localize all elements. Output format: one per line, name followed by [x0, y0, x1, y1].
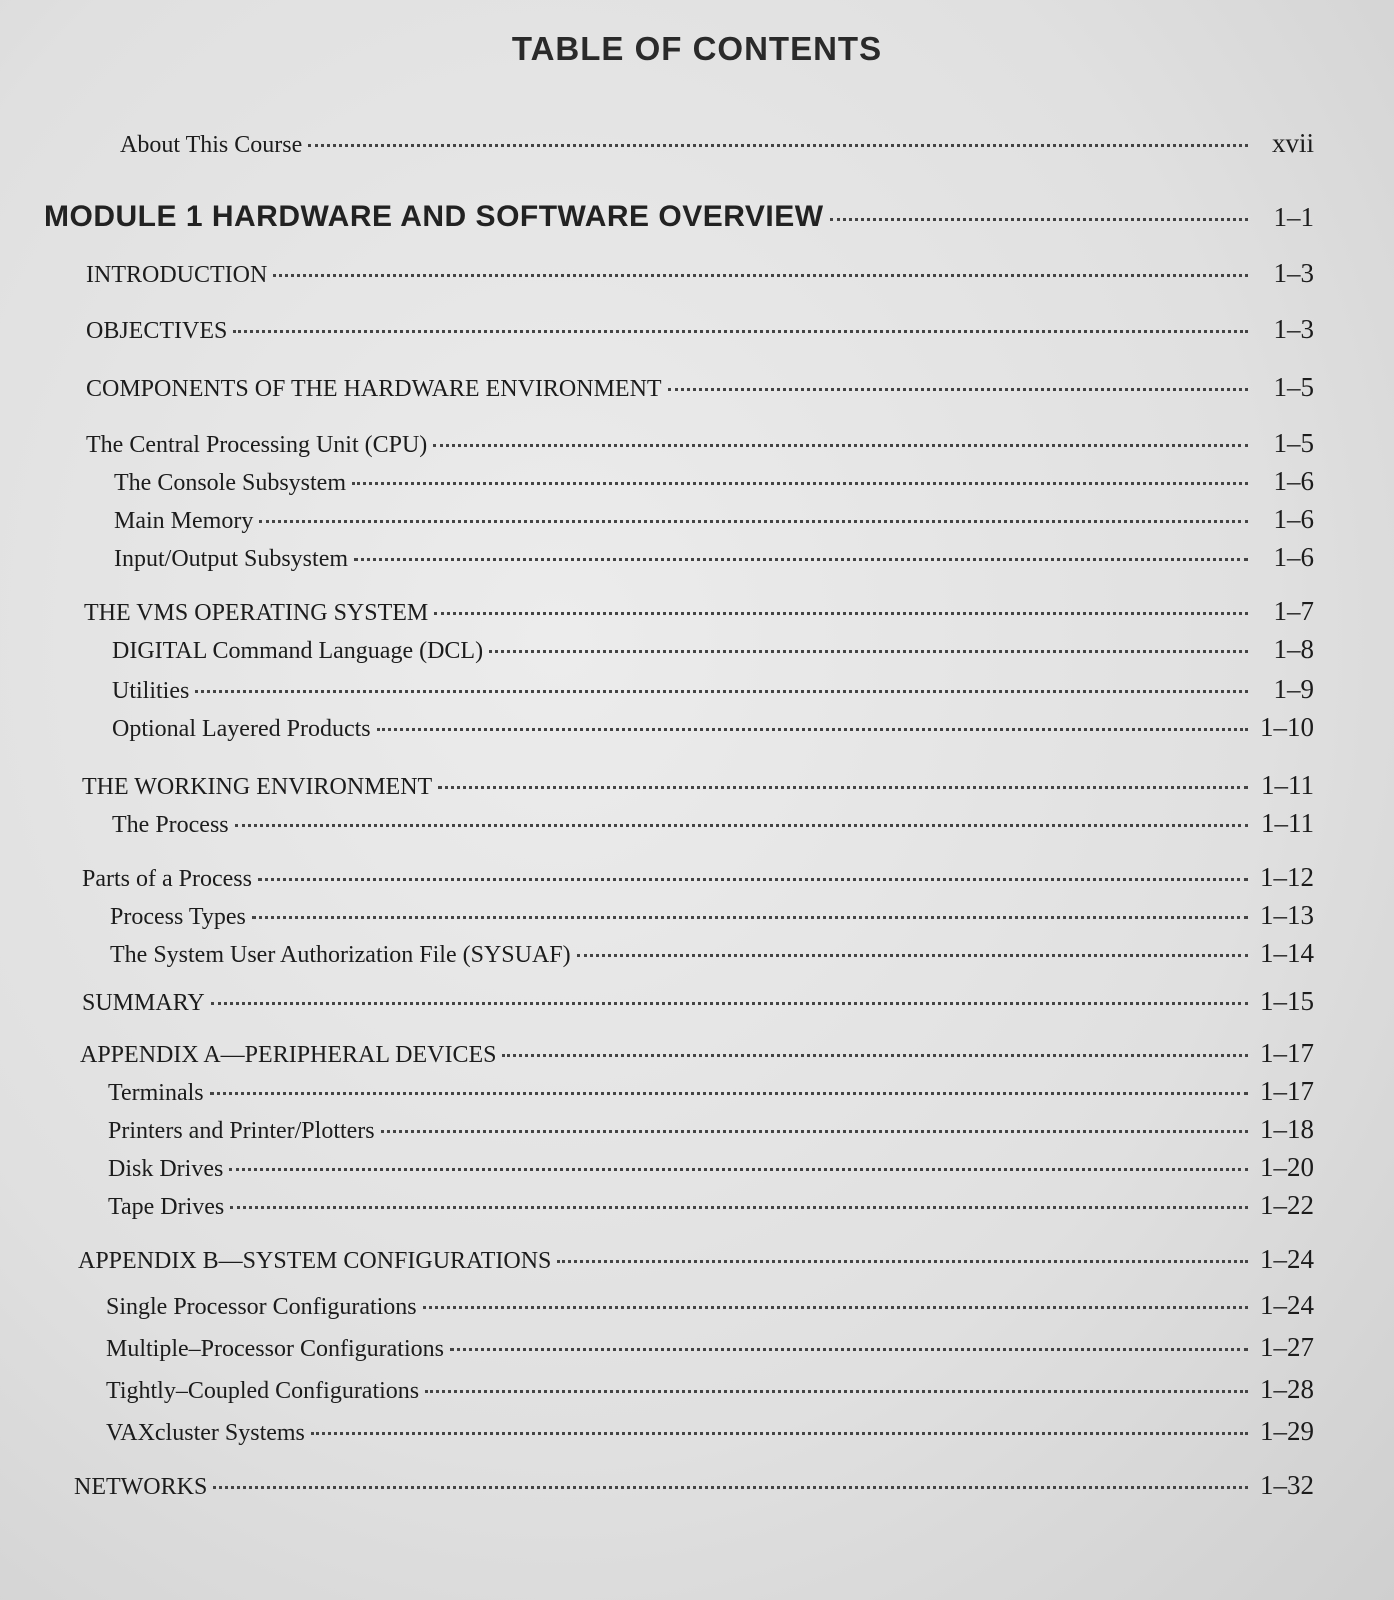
toc-entry-label: THE VMS OPERATING SYSTEM — [84, 600, 429, 626]
toc-entry-page: 1–15 — [1260, 986, 1314, 1016]
toc-entry — [82, 862, 1314, 893]
toc-entry-label: Tightly–Coupled Configurations — [106, 1378, 420, 1404]
leader-dots — [252, 916, 1248, 919]
toc-entry — [106, 1290, 1314, 1321]
leader-dots — [450, 1348, 1248, 1351]
toc-entry — [106, 1374, 1314, 1405]
leader-dots — [258, 878, 1248, 881]
toc-entry — [114, 542, 1314, 573]
toc-entry-page: 1–8 — [1273, 634, 1314, 664]
toc-entry-page: xvii — [1271, 128, 1314, 158]
toc-entry — [86, 428, 1314, 459]
toc-entry — [114, 466, 1314, 497]
leader-dots — [210, 1092, 1248, 1095]
toc-entry-label: VAXcluster Systems — [106, 1420, 305, 1446]
toc-entry-page: 1–3 — [1273, 258, 1314, 288]
leader-dots — [273, 274, 1248, 277]
toc-entry — [74, 1470, 1314, 1501]
leader-dots — [235, 824, 1248, 827]
leader-dots — [433, 444, 1248, 447]
toc-entry — [112, 808, 1314, 839]
leader-dots — [502, 1054, 1248, 1057]
leader-dots — [213, 1486, 1248, 1489]
toc-entry-page: 1–17 — [1260, 1038, 1314, 1068]
toc-entry-page: 1–20 — [1260, 1152, 1314, 1182]
toc-entry — [44, 200, 1314, 234]
toc-entry-label: The Central Processing Unit (CPU) — [86, 432, 428, 458]
toc-entry-label: APPENDIX A—PERIPHERAL DEVICES — [80, 1042, 497, 1068]
toc-entry-label: MODULE 1 HARDWARE AND SOFTWARE OVERVIEW — [44, 200, 824, 233]
toc-entry — [112, 712, 1314, 743]
toc-entry-label: Input/Output Subsystem — [114, 546, 349, 572]
toc-entry-page: 1–9 — [1273, 674, 1314, 704]
leader-dots — [830, 218, 1248, 221]
toc-entry — [106, 1332, 1314, 1363]
toc-entry-label: Disk Drives — [108, 1156, 224, 1182]
toc-entry-label: The System User Authorization File (SYSUAF) — [110, 942, 571, 968]
toc-entry-label: Multiple–Processor Configurations — [106, 1336, 444, 1362]
toc-entry-label: Single Processor Configurations — [106, 1294, 417, 1320]
toc-entry-label: Printers and Printer/Plotters — [108, 1118, 375, 1144]
toc-entry — [112, 634, 1314, 665]
leader-dots — [211, 1002, 1248, 1005]
leader-dots — [308, 144, 1248, 147]
page-title: TABLE OF CONTENTS — [511, 30, 883, 67]
leader-dots — [423, 1306, 1248, 1309]
toc-entry-page: 1–24 — [1260, 1244, 1314, 1274]
toc-entry-page: 1–7 — [1273, 596, 1314, 626]
toc-entry-label: Terminals — [108, 1080, 204, 1106]
toc-entry-page: 1–12 — [1260, 862, 1314, 892]
toc-entry-label: COMPONENTS OF THE HARDWARE ENVIRONMENT — [86, 376, 662, 402]
leader-dots — [557, 1260, 1248, 1263]
toc-entry — [84, 596, 1314, 627]
toc-entry-label: OBJECTIVES — [86, 318, 228, 344]
toc-entry — [86, 258, 1314, 289]
toc-entry — [80, 1038, 1314, 1069]
toc-entry-label: INTRODUCTION — [86, 262, 268, 288]
toc-entry — [108, 1114, 1314, 1145]
leader-dots — [230, 1206, 1248, 1209]
leader-dots — [233, 330, 1248, 333]
toc-entry — [82, 986, 1314, 1017]
toc-entry-page: 1–3 — [1273, 314, 1314, 344]
toc-entry — [106, 1416, 1314, 1447]
toc-entry-label: Utilities — [112, 678, 190, 704]
toc-entry — [108, 1076, 1314, 1107]
toc-entry-label: Process Types — [110, 904, 246, 930]
toc-entry — [86, 314, 1314, 345]
leader-dots — [259, 520, 1248, 523]
toc-entry-label: SUMMARY — [82, 990, 205, 1016]
toc-entry-page: 1–1 — [1273, 202, 1314, 232]
toc-entry — [110, 900, 1314, 931]
toc-entry-page: 1–5 — [1273, 372, 1314, 402]
toc-entry-page: 1–22 — [1260, 1190, 1314, 1220]
toc-entry-page: 1–28 — [1260, 1374, 1314, 1404]
toc-entry-page: 1–27 — [1260, 1332, 1314, 1362]
toc-entry-label: APPENDIX B—SYSTEM CONFIGURATIONS — [78, 1248, 552, 1274]
toc-entry — [108, 1152, 1314, 1183]
leader-dots — [229, 1168, 1248, 1171]
toc-entry-label: DIGITAL Command Language (DCL) — [112, 638, 484, 664]
toc-entry-page: 1–5 — [1273, 428, 1314, 458]
leader-dots — [489, 650, 1248, 653]
toc-entry-page: 1–6 — [1273, 504, 1314, 534]
toc-entry — [108, 1190, 1314, 1221]
leader-dots — [425, 1390, 1248, 1393]
toc-entry-label: About This Course — [120, 132, 303, 158]
toc-entry-page: 1–11 — [1261, 770, 1314, 800]
leader-dots — [352, 482, 1248, 485]
toc-entry — [82, 770, 1314, 801]
toc-entry-label: THE WORKING ENVIRONMENT — [82, 774, 433, 800]
toc-entry-page: 1–29 — [1260, 1416, 1314, 1446]
toc-entry-label: Optional Layered Products — [112, 716, 371, 742]
leader-dots — [311, 1432, 1248, 1435]
leader-dots — [377, 728, 1248, 731]
toc-entry-page: 1–6 — [1273, 542, 1314, 572]
toc-entry-page: 1–6 — [1273, 466, 1314, 496]
toc-entry-label: The Console Subsystem — [114, 470, 346, 496]
toc-entry — [110, 938, 1314, 969]
toc-entry-page: 1–24 — [1260, 1290, 1314, 1320]
leader-dots — [668, 388, 1248, 391]
toc-entry-label: The Process — [112, 812, 229, 838]
leader-dots — [438, 786, 1248, 789]
toc-entry-page: 1–32 — [1260, 1470, 1314, 1500]
toc-entry-page: 1–11 — [1261, 808, 1314, 838]
toc-entry-page: 1–13 — [1260, 900, 1314, 930]
leader-dots — [195, 690, 1248, 693]
toc-entry — [112, 674, 1314, 705]
toc-entry-page: 1–17 — [1260, 1076, 1314, 1106]
toc-entry-label: NETWORKS — [74, 1474, 208, 1500]
leader-dots — [577, 954, 1248, 957]
toc-entry — [78, 1244, 1314, 1275]
leader-dots — [434, 612, 1248, 615]
toc-entry-page: 1–10 — [1260, 712, 1314, 742]
toc-entry-page: 1–14 — [1260, 938, 1314, 968]
leader-dots — [381, 1130, 1248, 1133]
toc-entry-label: Main Memory — [114, 508, 254, 534]
leader-dots — [354, 558, 1248, 561]
toc-entry — [114, 504, 1314, 535]
toc-entry-page: 1–18 — [1260, 1114, 1314, 1144]
toc-entry-label: Tape Drives — [108, 1194, 225, 1220]
toc-entry — [120, 128, 1314, 159]
toc-entry — [86, 372, 1314, 403]
toc-entry-label: Parts of a Process — [82, 866, 252, 892]
